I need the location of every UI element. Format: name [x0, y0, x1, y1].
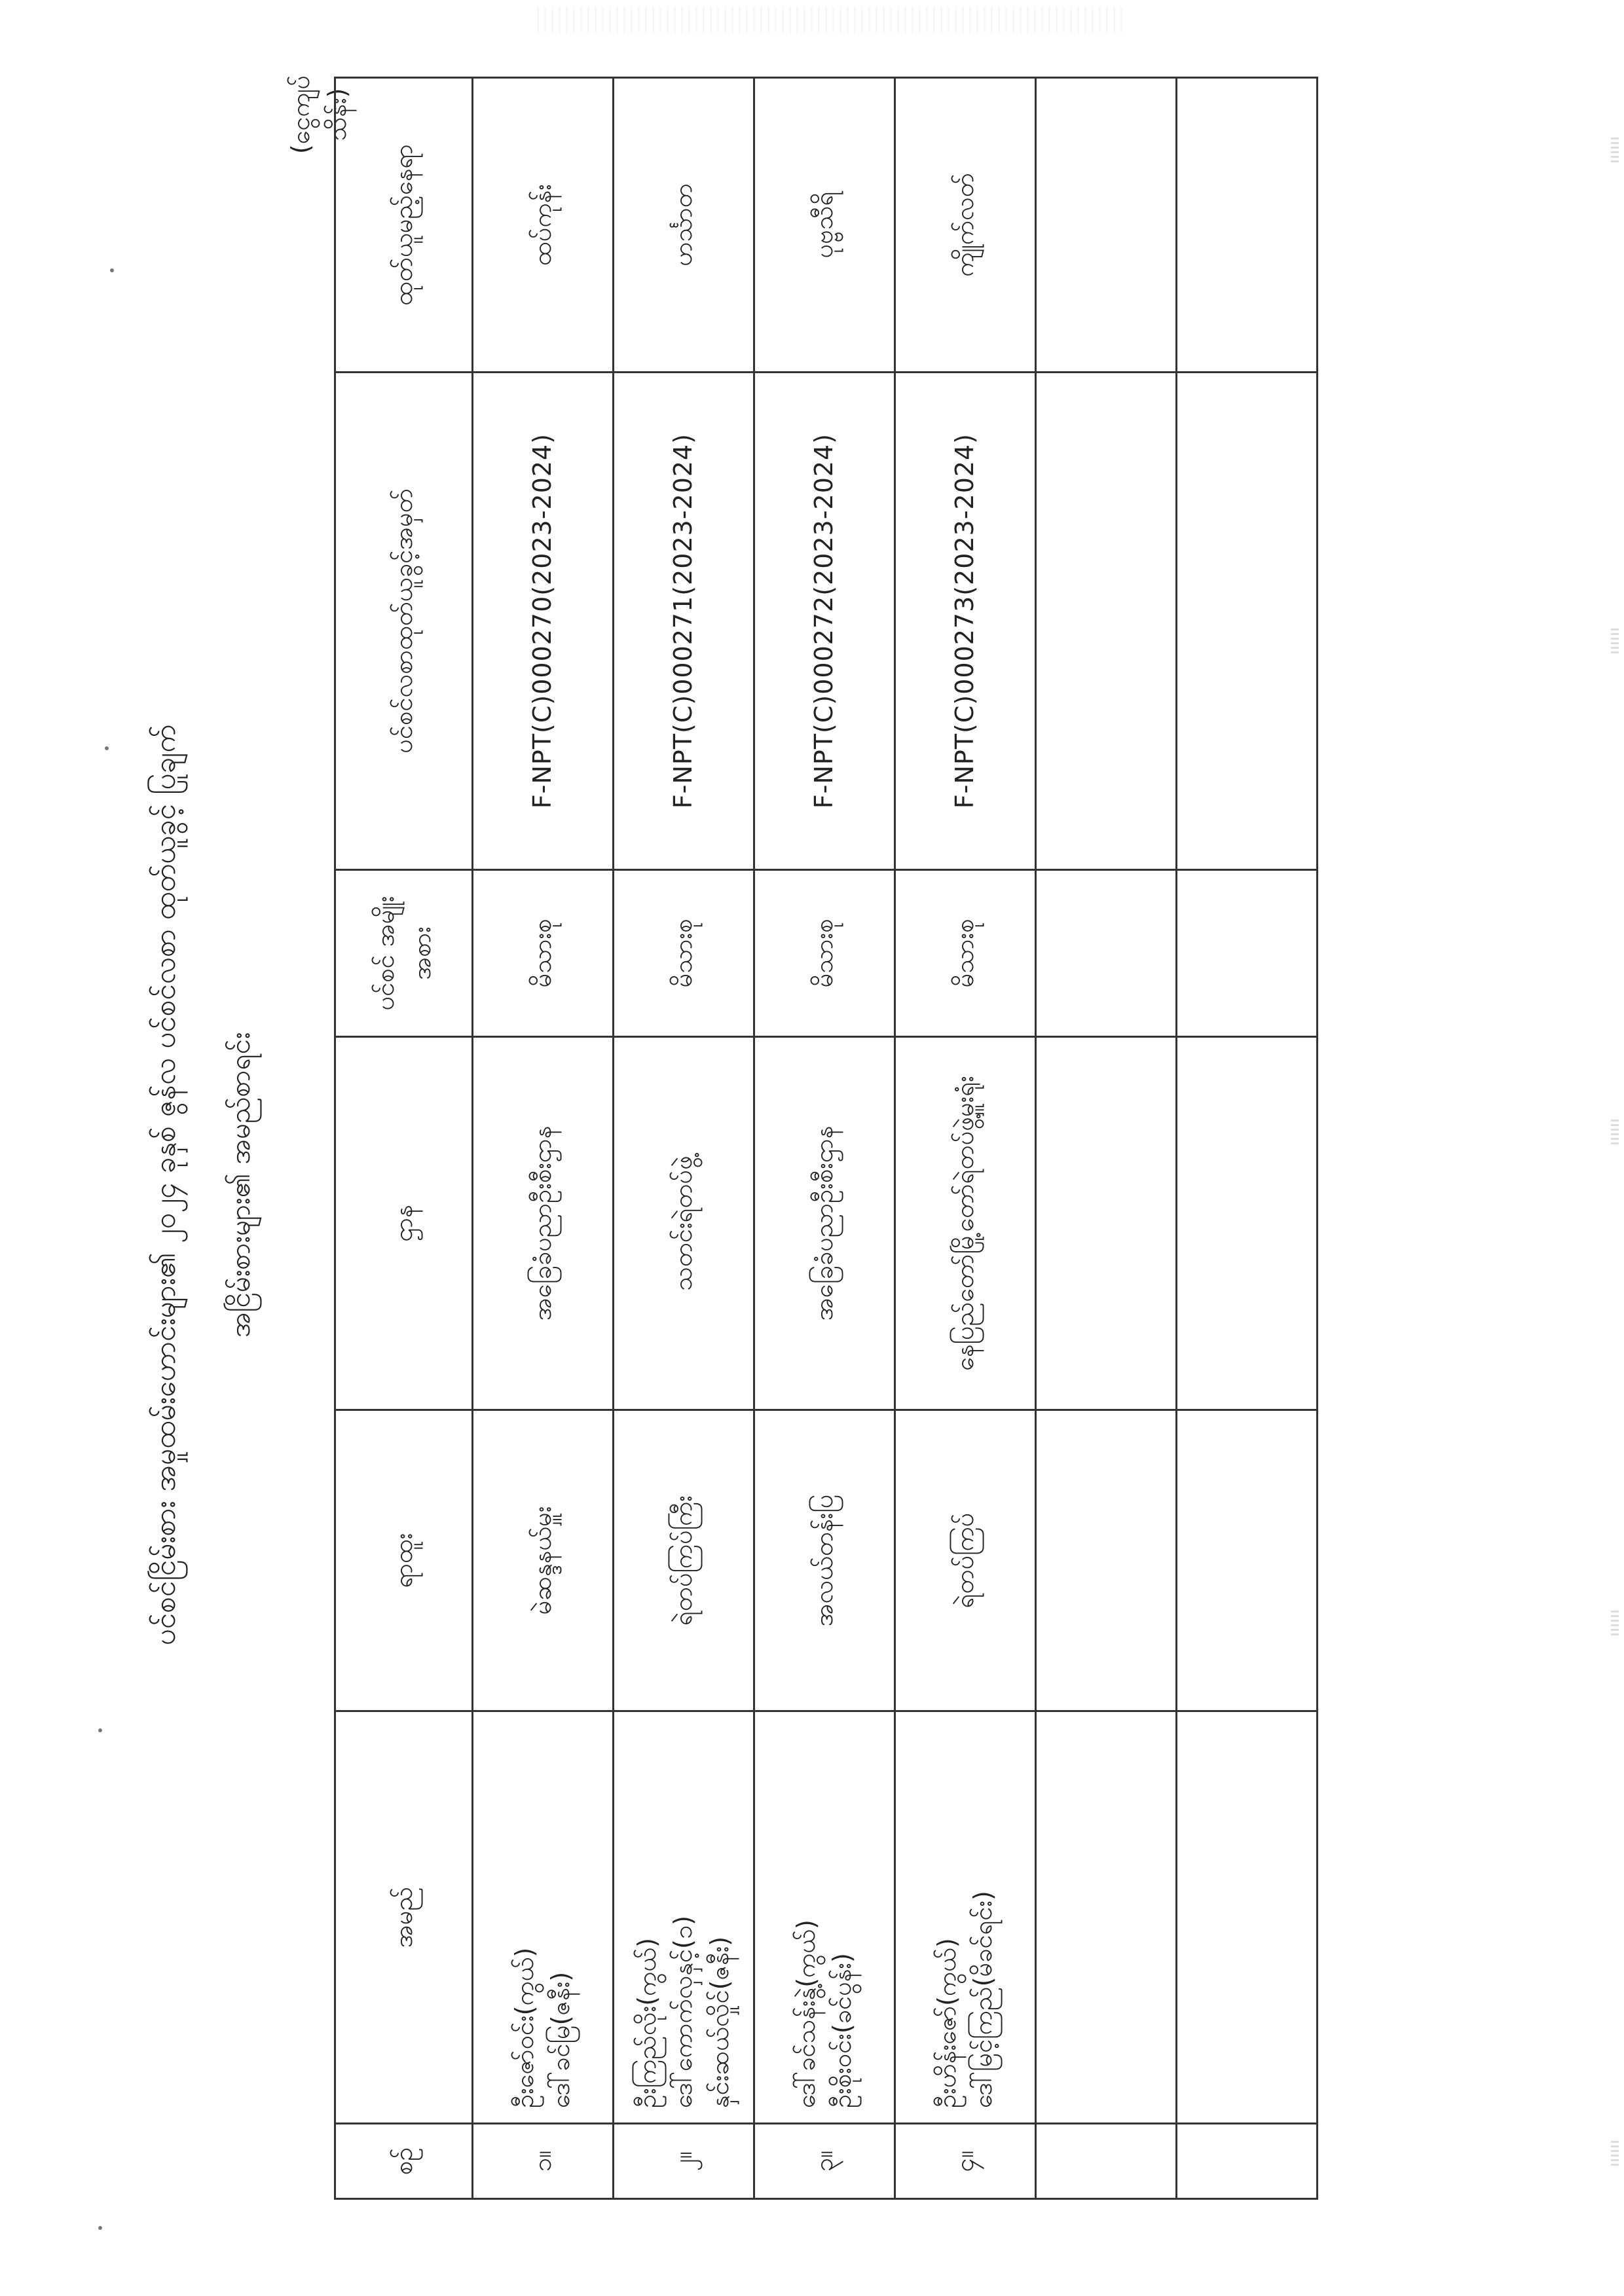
cell-name: [754, 1711, 895, 2124]
cell-pension-no: F-NPT(C)000270(2023-2024): [473, 373, 614, 870]
cell-pension-type: မိသားစု: [473, 870, 614, 1037]
table-row: [614, 78, 754, 2199]
document-title: ပင်စင်ငြိမ်းစား အမှုထမ်းဟောင်းများ၏ ၂၀၂၄ ခုနှစ် ဇွန်လ ပင်စင်လစာ ထုတ်ယူခွင့် ပြုချက်: [149, 724, 182, 1646]
empty-cell: [1177, 78, 1318, 373]
empty-cell: [1177, 1711, 1318, 2124]
table-row: [473, 78, 614, 2199]
header-pension-no: ပင်စင်လစာထုတ်ယူခွင့်အမှတ်: [335, 373, 473, 870]
cell-dept: အခြေခံပညာဦးစီးဌာန: [473, 1037, 614, 1410]
empty-row: [1177, 78, 1318, 2199]
cell-pension-no: F-NPT(C)000272(2023-2024): [754, 373, 895, 870]
name-line: ဦးဟိန်းဇော်(ကွယ်): [932, 1938, 961, 2108]
empty-cell: [1177, 1410, 1318, 1711]
cell-name: [895, 1711, 1036, 2124]
unit-note: (ငွေကျပ်သိန်း): [286, 75, 352, 155]
name-line: နှင်းဆယ်လှိုင်(ဇနီး): [705, 1936, 734, 2108]
empty-cell: [1036, 870, 1177, 1037]
header-post: ရာထူး: [335, 1410, 473, 1711]
empty-row: [1036, 78, 1177, 2199]
empty-cell: [1177, 1037, 1318, 1410]
table-row: [754, 78, 895, 2199]
cell-dept: အခြေခံပညာဦးစီးဌာန: [754, 1037, 895, 1410]
header-name: အမည်: [335, 1711, 473, 2124]
name-line: ဦးစိုးဝင်း(ခင်ပွန်း): [828, 1953, 857, 2108]
cell-pension-type: မိသားစု: [754, 870, 895, 1037]
name-line: ဒေါ်ခင်မြ(ဇနီး): [546, 1971, 575, 2108]
cell-dept: နေပြည်တော်မြို့တော်ရဲတပ်ဖွဲ့မှူးရုံး: [895, 1037, 1036, 1410]
empty-cell: [1036, 373, 1177, 870]
name-line: ဒေါ်ခင်သန်းနွဲ့(ကွယ်): [791, 1920, 821, 2108]
empty-cell: [1036, 1410, 1177, 1711]
document-subtitle: အငြိမ်းစားများ၏ အမည်စာရင်း: [224, 1032, 256, 1338]
cell-no: ၄။: [895, 2124, 1036, 2199]
empty-cell: [1177, 870, 1318, 1037]
cell-post: မဲဆန္ဒနယ်မှူး: [473, 1410, 614, 1711]
cell-pension-type: မိသားစု: [614, 870, 754, 1037]
cell-no: ၃။: [754, 2124, 895, 2199]
scan-edge-mark: [1611, 2141, 1619, 2167]
name-line: ဒေါ်ကောက်လှနှင့်(၁): [669, 1915, 698, 2108]
cell-pension-type: မိသားစု: [895, 870, 1036, 1037]
cell-remark: ပုဗ္ဗသီရိ: [754, 78, 895, 373]
cell-post: ရဲတပ်ကြပ်: [895, 1410, 1036, 1711]
empty-cell: [1036, 1037, 1177, 1410]
scan-edge-mark: [1611, 1611, 1619, 1637]
name-line: ဦးကြည်လိုး(ကွယ်): [633, 1937, 662, 2108]
empty-cell: [1036, 78, 1177, 373]
header-no: စဉ်: [335, 2124, 473, 2199]
table-row: [895, 78, 1036, 2199]
header-pension-type: ပင်စင် အမျိုးအစား: [335, 870, 473, 1037]
empty-cell: [1177, 373, 1318, 870]
cell-post: ရဲတပ်ကြပ်ကြီး: [614, 1410, 754, 1711]
name-line: ဦးဇော်ဝင်း(ကွယ်): [509, 1947, 539, 2108]
cell-remark: ကျိုက်လတ်: [895, 78, 1036, 373]
scan-edge-mark: [1611, 629, 1619, 655]
cell-remark: ထပ်ကုန်း: [473, 78, 614, 373]
name-line: ဒေါ်မြင့်ကြည်(မိခင်ရင်း): [969, 1891, 997, 2108]
cell-name: [614, 1711, 754, 2124]
cell-remark: ဟင်္သာတ: [614, 78, 754, 373]
cell-name: [473, 1711, 614, 2124]
cell-no: ၂။: [614, 2124, 754, 2199]
header-row: [335, 78, 473, 2199]
rotated-document: [0, 65, 1506, 2252]
cell-pension-no: F-NPT(C)000273(2023-2024): [895, 373, 1036, 870]
cell-dept: သတင်းရဲတပ်ဖွဲ့: [614, 1037, 754, 1410]
empty-cell: [1177, 2124, 1318, 2199]
scan-noise: [537, 7, 1126, 33]
cell-post: အလယ်တန်းပြ: [754, 1410, 895, 1711]
header-remark: ထုတ်ယူမည့်နေရာ: [335, 78, 473, 373]
scan-edge-mark: [1611, 137, 1619, 164]
scan-edge-mark: [1611, 1120, 1619, 1146]
pension-table: [334, 77, 1318, 2200]
header-dept: ဌာန: [335, 1037, 473, 1410]
empty-cell: [1036, 1711, 1177, 2124]
cell-no: ၁။: [473, 2124, 614, 2199]
empty-cell: [1036, 2124, 1177, 2199]
cell-pension-no: F-NPT(C)000271(2023-2024): [614, 373, 754, 870]
